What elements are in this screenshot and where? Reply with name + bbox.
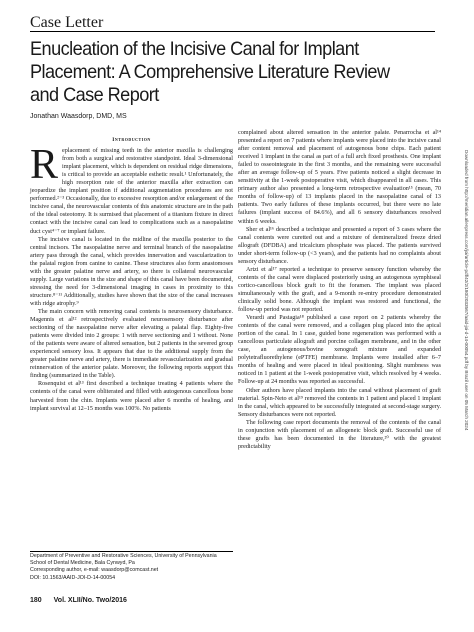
paragraph: Sher et al¹⁶ described a technique and presented a report of 3 cases where the canal contents were curetted out and a mixture of demineralized freeze dried allograft (DFDBA) and tricalcium phosphate was placed. The patients survived under short-term follow-up (<3 years), and the patients had no complaints about sensory disturbance. [238, 226, 441, 265]
paragraph: The incisive canal is located in the midline of the maxilla posterior to the central incisors. The nasopalatine nerve and terminal branch of the nasopalatine artery pass through the canal, which provides innervation and vascularization to the palatal region from canine to canine. These structures also form anastomoses with the greater palatine nerve and artery, so there is collateral neurovascular supply. Large variations in the size and shape of this canal have been documented, stressing the need for 3-dimensional imaging in cases in proximity to this structure.⁸⁻¹¹ Additionally, studies have shown that the size of the canal increases with ridge atrophy.⁹ [30, 236, 233, 307]
page-number: 180 [30, 597, 42, 604]
paragraph: complained about altered sensation in the anterior palate. Penarrocha et al¹⁴ presented a report on 7 patients where implants were placed into the incisive canal after content removal and placement of autogenous bone chips. Each patient received 1 implant in the canal as part of a full arch fixed prosthesis. One implant failed to osseointegrate in the first 3 months, and the remaining were successful after an average follow-up of 5 years. Five patients noticed a slight decrease in sensitivity at the 1-week postoperative visit, which disappeared in all cases. This primary author also presented a long-term retrospective evaluation¹⁵ (mean, 70 months of follow-up) of 13 implants placed in the nasopalatine canal of 13 patients. Two early failures of these implants occurred, but there were no late failures (implant success of 84.6%), and all 6 sensory disturbances resolved within 6 weeks. [238, 130, 441, 225]
paragraph: Verardi and Pastagia¹⁸ published a case report on 2 patients whereby the contents of the canal were removed, and a collagen plug placed into the apical portion of the canal. In 1 case, guided bone regeneration was performed with a cancellous particulate allograft and porcine collagen membrane, and in the other case, an autogenous/bovine xenograft mixture and expanded polytetrafluorethylene (ePTFE) membrane. Implants were installed after 6–7 months of healing and were placed in ideal positioning. Slight numbness was noticed in 1 patient at the 1-week postoperative visit, which resolved by 4 weeks. Follow-up at 24 months was reported as successful. [238, 315, 441, 386]
paragraph: Artzi et al¹⁷ reported a technique to preserve sensory function whereby the contents of the canal were displaced posteriorly using an autogenous symphiseal cortico-cancellous block graft to fit the foramen. The implant was placed simultaneously with the graft, and a 9-month re-entry procedure demonstrated clinically solid bone. Although the implant was restored and functional, the follow-up period was not reported. [238, 266, 441, 314]
affiliation-text: Department of Preventive and Restorative Sciences, University of Pennsylvania School of Dental Medicine, Bala Cynwyd, Pa [30, 553, 217, 567]
paragraph-text: eplacement of missing teeth in the anterior maxilla is challenging from both a surgical and restorative standpoint. Ideal 3-dimensional implant placement, which is dependent on residual ridge dimensions, is critical to provide an acceptable esthetic result.¹ Unfortunately, the high resorption rate of the anterior maxilla after extraction can jeopardize the implant position if additional augmentation procedures are not performed.²⁻³ Occasionally, due to excessive resorption and/or enlargement of the incisive canal, the neurovascular contents of this anatomic structure are in the path of the ideal osteotomy. It is surmised that placement of a titanium fixture in direct contact with the incisive canal can lead to complications such as a nasopalatine duct cyst⁴⁻⁷ or implant failure. [30, 148, 233, 235]
paragraph [30, 142, 233, 236]
paragraph: The main concern with removing canal contents is neurosensory disturbance. Magennis et al¹² retrospectively evaluated neurosensory disturbance after sectioning of the nasopalatine nerve after elevating a palatal flap. Eighty-five patients were divided into 2 groups: 1 with nerve sectioning and 1 without. None of the patients were aware of altered sensation, but 2 patients in the severed group experienced sensory loss. It appears that due to the additional supply from the greater palatine nerve and artery, there is immediate revascularization and gradual reinnervation of the anterior palate. Moreover, the following reports support this finding (summarized in the Table). [30, 308, 233, 380]
author-line: Jonathan Waasdorp, DMD, MS [30, 113, 127, 120]
left-column [30, 126, 233, 413]
intro-heading: Introduction [112, 137, 151, 143]
volume-info: Vol. XLII/No. Two/2016 [53, 597, 127, 604]
download-watermark [459, 150, 469, 620]
page-footer [30, 597, 137, 604]
drop-cap: R [30, 142, 59, 189]
paragraph: Other authors have placed implants into the canal without placement of graft material. Spin-Neto et al¹⁹ removed the contents in 1 patient and placed 1 implant in the canal, which appeared to be successfully integrated at second-stage surgery. Sensory disturbances were not reported. [238, 387, 441, 418]
paragraph: The following case report documents the removal of the contents of the canal in conjunction with placement of an allogeneic block graft. Successful use of these grafts has been documented in the literature,²⁰ with the greatest predictability [238, 419, 441, 450]
download-note-text: Downloaded from http://meridian.allenpress.com/joi/article-pdf/42/2/180/2033567/aaid-joi-d-14-00054.pdf by Brazil user on 05 March 2024 [464, 150, 469, 431]
footnote-rule [30, 551, 233, 552]
section-label: Case Letter [30, 14, 104, 31]
article-title: Enucleation of the Incisive Canal for Implant Placement: A Comprehensive Literature Review and Case Report [30, 38, 390, 106]
paragraph: Rosenquist et al¹³ first described a technique treating 4 patients where the contents of the canal were obliterated and filled with autogenous cancellous bone harvested from the chin. Implants were placed after 6 months of healing, and implant survival at 12–15 months was 100%. No patients [30, 381, 233, 412]
corresponding-author: Corresponding author, e-mail: waasdorp@comcast.net [30, 567, 159, 574]
affiliation-footnote [30, 553, 233, 582]
right-column [238, 129, 441, 451]
doi-text: DOI: 10.1563/AAID-JOI-D-14-00054 [30, 574, 116, 581]
header-rule [30, 31, 435, 32]
